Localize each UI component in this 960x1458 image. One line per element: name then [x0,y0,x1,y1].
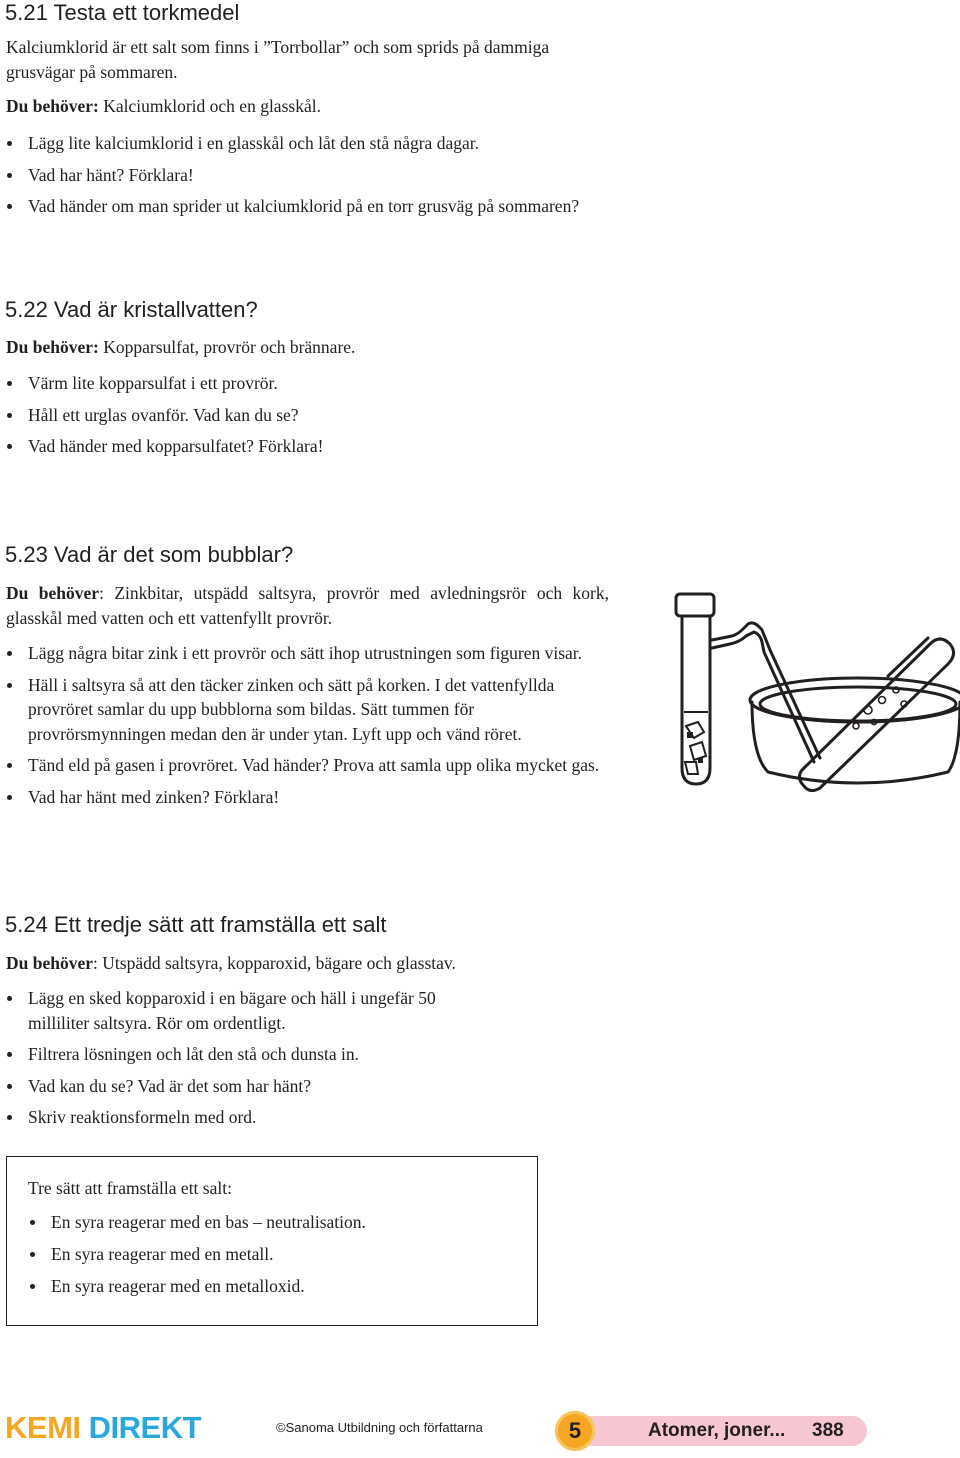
section-title: 5.23 Vad är det som bubblar? [5,542,294,567]
materials-text: : Utspädd saltsyra, kopparoxid, bägare och glasstav. [93,953,456,973]
section-title: 5.21 Testa ett torkmedel [5,0,240,25]
materials-line [6,581,609,630]
step-list [6,371,606,466]
list-item: En syra reagerar med en bas – neutralisation. [29,1210,519,1235]
brand-logo [5,1410,201,1446]
step-list [6,986,476,1137]
brand-logo-part1: KEMI [5,1410,81,1445]
materials-label: Du behöver: [6,337,99,357]
list-item: Värm lite kopparsulfat i ett provrör. [6,371,606,396]
step-list [6,131,584,226]
materials-text: : Zinkbitar, utspädd saltsyra, provrör med avledningsrör och kork, glasskål med vatten och ett vattenfyllt provrör. [6,583,609,628]
section-intro: Kalciumklorid är ett salt som finns i ”Torrbollar” och som sprids på dammiga grusvägar på sommaren. [6,37,550,82]
list-item: Vad har hänt? Förklara! [6,163,584,188]
list-item: En syra reagerar med en metall. [29,1242,519,1267]
materials-text: Kopparsulfat, provrör och brännare. [98,337,356,357]
list-item: Lägg några bitar zink i ett provrör och sätt ihop utrustningen som figuren visar. [6,641,616,666]
summary-box-title: Tre sätt att framställa ett salt: [28,1178,232,1198]
list-item: Vad händer om man sprider ut kalciumklorid på en torr grusväg på sommaren? [6,194,584,219]
materials-line [6,94,616,119]
list-item: Vad har hänt med zinken? Förklara! [6,785,616,810]
page-number: 388 [812,1420,844,1441]
list-item: Skriv reaktionsformeln med ord. [6,1105,476,1130]
materials-label: Du behöver [6,583,100,603]
materials-label: Du behöver: [6,96,99,116]
materials-line [6,951,616,976]
materials-label: Du behöver [6,953,94,973]
section-title: 5.24 Ett tredje sätt att framställa ett salt [5,912,387,937]
cork [676,594,714,616]
summary-list [29,1210,519,1306]
list-item: Håll ett urglas ovanför. Vad kan du se? [6,403,606,428]
materials-text: Kalciumklorid och en glasskål. [98,96,321,116]
chapter-number-badge: 5 [555,1411,595,1451]
list-item: Tänd eld på gasen i provröret. Vad händer? Prova att samla upp olika mycket gas. [6,753,616,778]
list-item: Filtrera lösningen och låt den stå och dunsta in. [6,1042,476,1067]
list-item: Lägg en sked kopparoxid i en bägare och häll i ungefär 50 milliliter saltsyra. Rör om ordentligt. [6,986,476,1035]
copyright-text: ©Sanoma Utbildning och författarna [276,1420,483,1435]
lab-apparatus-illustration [668,580,960,792]
brand-logo-part2: DIREKT [88,1410,202,1445]
step-list [6,641,616,816]
chapter-title: Atomer, joner... [648,1420,786,1441]
materials-line [6,335,616,360]
list-item: Vad händer med kopparsulfatet? Förklara! [6,434,606,459]
list-item: Lägg lite kalciumklorid i en glasskål och låt den stå några dagar. [6,131,584,156]
list-item: Vad kan du se? Vad är det som har hänt? [6,1074,476,1099]
summary-box [6,1156,538,1326]
list-item: En syra reagerar med en metalloxid. [29,1274,519,1299]
section-title: 5.22 Vad är kristallvatten? [5,297,258,322]
zinc-pieces [685,722,706,774]
list-item: Häll i saltsyra så att den täcker zinken och sätt på korken. I det vattenfyllda provröret samlar du upp bubblorna som bildas. Sätt tummen för provrörsmynningen medan den är under ytan. Lyft upp och vänd röret. [6,673,616,747]
